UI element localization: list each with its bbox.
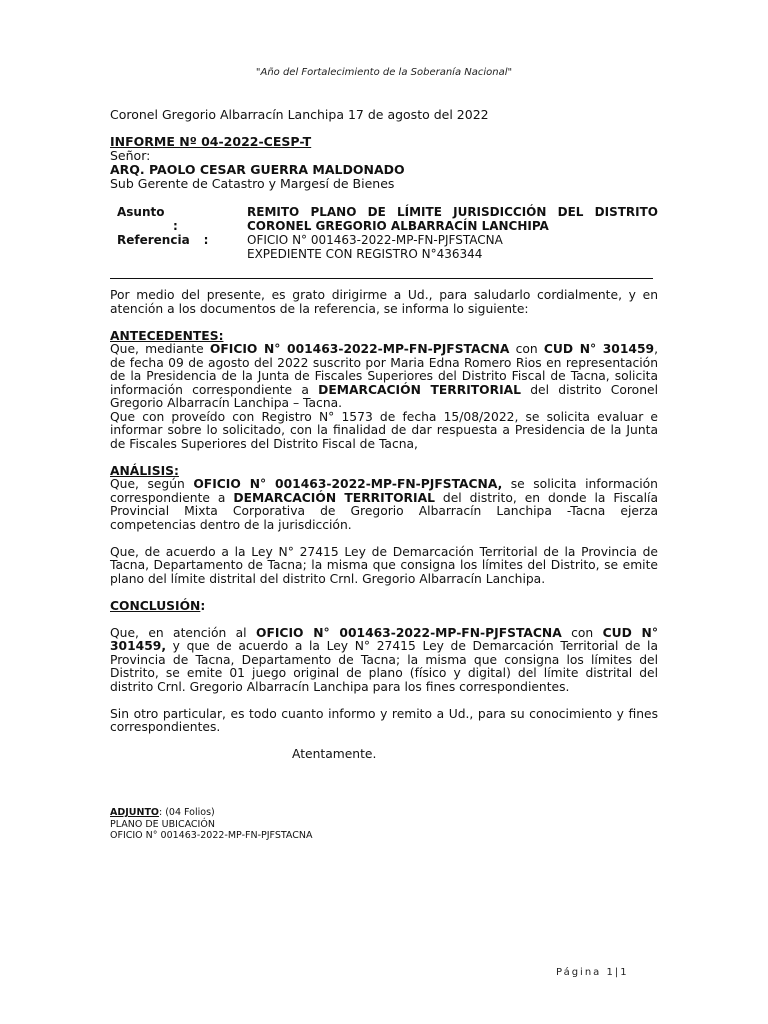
analisis-heading: ANÁLISIS: <box>110 463 179 478</box>
antecedentes-heading: ANTECEDENTES: <box>110 328 224 343</box>
date-line: Coronel Gregorio Albarracín Lanchipa 17 de agosto del 2022 <box>110 107 489 122</box>
salutation: Señor: <box>110 148 151 163</box>
referencia-oficio: OFICIO N° 001463-2022-MP-FN-PJFSTACNA <box>247 233 503 247</box>
asunto-value: REMITO PLANO DE LÍMITE JURISDICCIÓN DEL DISTRITO CORONEL GREGORIO ALBARRACÍN LANCHIPA <box>247 205 658 233</box>
subject-reference-table <box>113 205 658 261</box>
page-number: Página 1|1 <box>556 967 629 978</box>
conclusion-heading: CONCLUSIÓN: <box>110 598 206 613</box>
informe-number: INFORME Nº 04-2022-CESP-T <box>110 134 312 149</box>
header-motto: "Año del Fortalecimiento de la Soberanía Nacional" <box>255 67 513 78</box>
referencia-row <box>113 233 658 261</box>
addressee-position: Sub Gerente de Catastro y Margesí de Bienes <box>110 176 395 191</box>
asunto-row <box>113 205 658 233</box>
signoff: Atentamente. <box>292 747 377 761</box>
referencia-expediente: EXPEDIENTE CON REGISTRO N°436344 <box>247 247 483 261</box>
divider-line <box>110 278 653 279</box>
attachments-header: ADJUNTO: (04 Folios) <box>110 807 215 818</box>
analisis-paragraph-2: Que, de acuerdo a la Ley N° 27415 Ley de Demarcación Territorial de la Provincia de Tacna, Departamento de Tacna; la misma que consigna los límites del Distrito, se emite plano del límite distrital del distrito Crnl. Gregorio Albarracín Lanchipa. <box>110 544 658 586</box>
report-body <box>110 289 658 735</box>
intro-paragraph: Por medio del presente, es grato dirigirme a Ud., para saludarlo cordialmente, y en atención a los documentos de la referencia, se informa lo siguiente: <box>110 288 658 316</box>
analisis-paragraph-1: Que, según OFICIO N° 001463-2022-MP-FN-PJFSTACNA, se solicita información correspondiente a DEMARCACIÓN TERRITORIAL del distrito, en donde la Fiscalía Provincial Mixta Corporativa de Gregorio Albarracín Lanchipa -Tacna ejerza competencias dentro de la jurisdicción. <box>110 477 659 532</box>
asunto-colon: : <box>173 219 178 233</box>
attachments-block <box>110 807 313 842</box>
asunto-label: Asunto : <box>113 205 247 233</box>
referencia-colon: : <box>203 233 209 247</box>
antecedentes-paragraph-1: Que, mediante OFICIO N° 001463-2022-MP-FN-PJFSTACNA con CUD N° 301459, de fecha 09 de agosto del 2022 suscrito por Maria Edna Romero Rios en representación de la Presidencia de la Junta de Fiscales Superiores del Distrito Fiscal de Tacna, solicita información correspondiente a DEMARCACIÓN TERRITORIAL del distrito Coronel Gregorio Albarracín Lanchipa – Tacna. <box>110 342 658 410</box>
referencia-value <box>247 233 658 261</box>
referencia-label: Referencia : <box>117 233 209 247</box>
antecedentes-paragraph-2: Que con proveído con Registro N° 1573 de fecha 15/08/2022, se solicita evaluar e informar sobre lo solicitado, con la finalidad de dar respuesta a Presidencia de la Junta de Fiscales Superiores del Distrito Fiscal de Tacna, <box>110 409 658 451</box>
addressee-block <box>110 135 405 191</box>
attachment-item: OFICIO N° 001463-2022-MP-FN-PJFSTACNA <box>110 830 313 841</box>
closing-paragraph: Sin otro particular, es todo cuanto informo y remito a Ud., para su conocimiento y fines correspondientes. <box>110 706 658 734</box>
conclusion-paragraph: Que, en atención al OFICIO N° 001463-2022-MP-FN-PJFSTACNA con CUD N° 301459, y que de acuerdo a la Ley N° 27415 Ley de Demarcación Territorial de la Provincia de Tacna, Departamento de Tacna; la misma que consigna los límites del Distrito, se emite 01 juego original de plano (físico y digital) del límite distrital del distrito Crnl. Gregorio Albarracín Lanchipa para los fines correspondientes. <box>110 625 658 694</box>
attachment-item: PLANO DE UBICACIÓN <box>110 818 215 830</box>
addressee-name: ARQ. PAOLO CESAR GUERRA MALDONADO <box>110 162 405 177</box>
